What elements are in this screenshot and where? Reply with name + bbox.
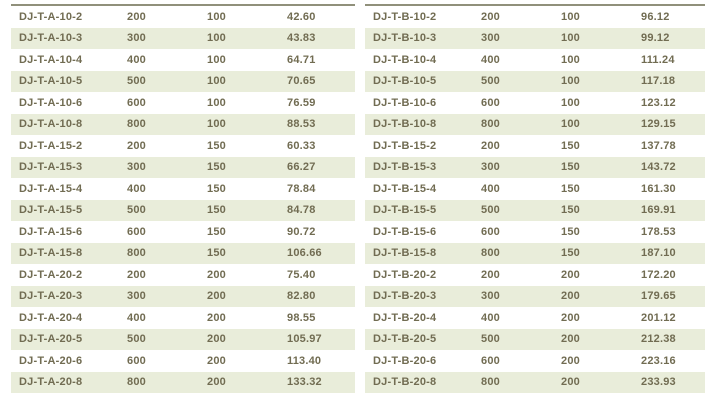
table-row	[11, 200, 355, 222]
value-cell: 400	[481, 182, 500, 195]
model-code-cell: DJ-T-A-15-5	[19, 204, 83, 217]
table-row	[11, 6, 355, 28]
model-code-cell: DJ-T-B-20-8	[373, 376, 437, 389]
value-cell: 500	[481, 333, 500, 346]
model-code-cell: DJ-T-B-20-2	[373, 268, 437, 281]
value-cell: 400	[127, 311, 146, 324]
value-cell: 100	[561, 118, 580, 131]
value-cell: 100	[207, 32, 226, 45]
value-cell: 600	[127, 96, 146, 109]
value-cell: 129.15	[641, 118, 676, 131]
model-code-cell: DJ-T-A-20-2	[19, 268, 83, 281]
value-cell: 200	[127, 268, 146, 281]
value-cell: 200	[481, 10, 500, 23]
model-code-cell: DJ-T-A-10-2	[19, 10, 83, 23]
value-cell: 150	[207, 161, 226, 174]
table-row	[11, 157, 355, 179]
value-cell: 100	[561, 10, 580, 23]
value-cell: 98.55	[287, 311, 316, 324]
value-cell: 800	[127, 118, 146, 131]
table-row	[11, 28, 355, 50]
value-cell: 500	[481, 204, 500, 217]
value-cell: 201.12	[641, 311, 676, 324]
model-code-cell: DJ-T-B-20-3	[373, 290, 437, 303]
value-cell: 172.20	[641, 268, 676, 281]
model-code-cell: DJ-T-A-20-8	[19, 376, 83, 389]
value-cell: 400	[127, 53, 146, 66]
model-code-cell: DJ-T-A-10-5	[19, 75, 83, 88]
value-cell: 400	[481, 311, 500, 324]
model-code-cell: DJ-T-A-10-3	[19, 32, 83, 45]
table-row	[365, 157, 705, 179]
value-cell: 100	[561, 53, 580, 66]
table-row	[365, 92, 705, 114]
value-cell: 106.66	[287, 247, 322, 260]
table-row	[11, 372, 355, 394]
table-row	[11, 307, 355, 329]
table-row	[11, 114, 355, 136]
model-code-cell: DJ-T-A-15-4	[19, 182, 83, 195]
table-row	[365, 200, 705, 222]
value-cell: 150	[561, 182, 580, 195]
value-cell: 200	[561, 333, 580, 346]
value-cell: 43.83	[287, 32, 316, 45]
model-code-cell: DJ-T-B-10-3	[373, 32, 437, 45]
value-cell: 100	[207, 53, 226, 66]
value-cell: 84.78	[287, 204, 316, 217]
model-code-cell: DJ-T-B-15-2	[373, 139, 437, 152]
spec-table-b	[365, 4, 705, 393]
model-code-cell: DJ-T-B-10-2	[373, 10, 437, 23]
value-cell: 223.16	[641, 354, 676, 367]
model-code-cell: DJ-T-A-20-5	[19, 333, 83, 346]
value-cell: 100	[561, 96, 580, 109]
table-row	[11, 135, 355, 157]
value-cell: 42.60	[287, 10, 316, 23]
value-cell: 300	[481, 290, 500, 303]
table-row	[11, 178, 355, 200]
table-row	[11, 329, 355, 351]
value-cell: 150	[207, 139, 226, 152]
value-cell: 100	[207, 118, 226, 131]
value-cell: 500	[127, 75, 146, 88]
value-cell: 200	[207, 376, 226, 389]
model-code-cell: DJ-T-A-15-3	[19, 161, 83, 174]
model-code-cell: DJ-T-A-10-8	[19, 118, 83, 131]
value-cell: 75.40	[287, 268, 316, 281]
value-cell: 600	[481, 354, 500, 367]
model-code-cell: DJ-T-B-20-5	[373, 333, 437, 346]
table-row	[11, 286, 355, 308]
table-row	[365, 329, 705, 351]
value-cell: 105.97	[287, 333, 322, 346]
value-cell: 212.38	[641, 333, 676, 346]
model-code-cell: DJ-T-B-15-8	[373, 247, 437, 260]
value-cell: 123.12	[641, 96, 676, 109]
value-cell: 100	[561, 75, 580, 88]
value-cell: 100	[207, 96, 226, 109]
value-cell: 82.80	[287, 290, 316, 303]
model-code-cell: DJ-T-A-20-4	[19, 311, 83, 324]
value-cell: 70.65	[287, 75, 316, 88]
value-cell: 800	[481, 376, 500, 389]
table-row	[11, 264, 355, 286]
table-row	[365, 49, 705, 71]
model-code-cell: DJ-T-B-10-6	[373, 96, 437, 109]
value-cell: 800	[127, 247, 146, 260]
model-code-cell: DJ-T-A-15-8	[19, 247, 83, 260]
value-cell: 200	[207, 333, 226, 346]
value-cell: 200	[561, 268, 580, 281]
value-cell: 200	[207, 290, 226, 303]
model-code-cell: DJ-T-A-15-2	[19, 139, 83, 152]
value-cell: 88.53	[287, 118, 316, 131]
table-row	[365, 114, 705, 136]
value-cell: 400	[127, 182, 146, 195]
value-cell: 150	[207, 182, 226, 195]
model-code-cell: DJ-T-B-15-4	[373, 182, 437, 195]
spec-table-a	[11, 4, 355, 393]
value-cell: 200	[207, 268, 226, 281]
table-row	[365, 307, 705, 329]
value-cell: 400	[481, 53, 500, 66]
value-cell: 143.72	[641, 161, 676, 174]
value-cell: 179.65	[641, 290, 676, 303]
value-cell: 76.59	[287, 96, 316, 109]
value-cell: 100	[207, 75, 226, 88]
value-cell: 600	[127, 225, 146, 238]
model-code-cell: DJ-T-A-10-6	[19, 96, 83, 109]
value-cell: 300	[127, 290, 146, 303]
value-cell: 78.84	[287, 182, 316, 195]
model-code-cell: DJ-T-B-10-4	[373, 53, 437, 66]
value-cell: 150	[207, 247, 226, 260]
value-cell: 300	[481, 32, 500, 45]
value-cell: 200	[561, 311, 580, 324]
value-cell: 150	[561, 139, 580, 152]
value-cell: 150	[561, 225, 580, 238]
table-row	[365, 350, 705, 372]
table-row	[11, 350, 355, 372]
value-cell: 300	[127, 161, 146, 174]
value-cell: 64.71	[287, 53, 316, 66]
value-cell: 66.27	[287, 161, 316, 174]
table-row	[11, 92, 355, 114]
value-cell: 500	[481, 75, 500, 88]
model-code-cell: DJ-T-B-10-5	[373, 75, 437, 88]
table-row	[365, 221, 705, 243]
value-cell: 150	[561, 247, 580, 260]
model-code-cell: DJ-T-B-20-6	[373, 354, 437, 367]
value-cell: 117.18	[641, 75, 676, 88]
value-cell: 111.24	[641, 53, 675, 66]
value-cell: 113.40	[287, 354, 322, 367]
value-cell: 200	[561, 290, 580, 303]
value-cell: 500	[127, 204, 146, 217]
model-code-cell: DJ-T-A-20-3	[19, 290, 83, 303]
model-code-cell: DJ-T-A-20-6	[19, 354, 83, 367]
value-cell: 150	[561, 161, 580, 174]
value-cell: 200	[561, 354, 580, 367]
value-cell: 200	[127, 139, 146, 152]
value-cell: 187.10	[641, 247, 676, 260]
value-cell: 178.53	[641, 225, 676, 238]
table-row	[11, 243, 355, 265]
value-cell: 60.33	[287, 139, 316, 152]
value-cell: 200	[481, 268, 500, 281]
value-cell: 800	[481, 247, 500, 260]
table-row	[365, 178, 705, 200]
table-row	[365, 28, 705, 50]
model-code-cell: DJ-T-B-10-8	[373, 118, 437, 131]
value-cell: 500	[127, 333, 146, 346]
table-row	[11, 49, 355, 71]
value-cell: 200	[561, 376, 580, 389]
value-cell: 300	[127, 32, 146, 45]
value-cell: 150	[561, 204, 580, 217]
value-cell: 800	[481, 118, 500, 131]
table-row	[365, 286, 705, 308]
table-row	[365, 135, 705, 157]
value-cell: 600	[127, 354, 146, 367]
table-row	[365, 6, 705, 28]
table-row	[11, 71, 355, 93]
table-row	[11, 221, 355, 243]
value-cell: 137.78	[641, 139, 676, 152]
value-cell: 800	[127, 376, 146, 389]
value-cell: 200	[207, 311, 226, 324]
value-cell: 100	[207, 10, 226, 23]
table-row	[365, 243, 705, 265]
value-cell: 96.12	[641, 10, 670, 23]
value-cell: 200	[207, 354, 226, 367]
value-cell: 300	[481, 161, 500, 174]
value-cell: 150	[207, 204, 226, 217]
value-cell: 233.93	[641, 376, 676, 389]
model-code-cell: DJ-T-A-10-4	[19, 53, 83, 66]
model-code-cell: DJ-T-B-15-5	[373, 204, 437, 217]
value-cell: 90.72	[287, 225, 316, 238]
value-cell: 133.32	[287, 376, 322, 389]
value-cell: 600	[481, 225, 500, 238]
value-cell: 600	[481, 96, 500, 109]
model-code-cell: DJ-T-B-15-3	[373, 161, 437, 174]
table-row	[365, 264, 705, 286]
model-code-cell: DJ-T-B-20-4	[373, 311, 437, 324]
model-code-cell: DJ-T-A-15-6	[19, 225, 83, 238]
value-cell: 169.91	[641, 204, 676, 217]
model-code-cell: DJ-T-B-15-6	[373, 225, 437, 238]
value-cell: 99.12	[641, 32, 670, 45]
table-row	[365, 372, 705, 394]
table-row	[365, 71, 705, 93]
value-cell: 200	[127, 10, 146, 23]
value-cell: 150	[207, 225, 226, 238]
value-cell: 200	[481, 139, 500, 152]
value-cell: 100	[561, 32, 580, 45]
value-cell: 161.30	[641, 182, 676, 195]
